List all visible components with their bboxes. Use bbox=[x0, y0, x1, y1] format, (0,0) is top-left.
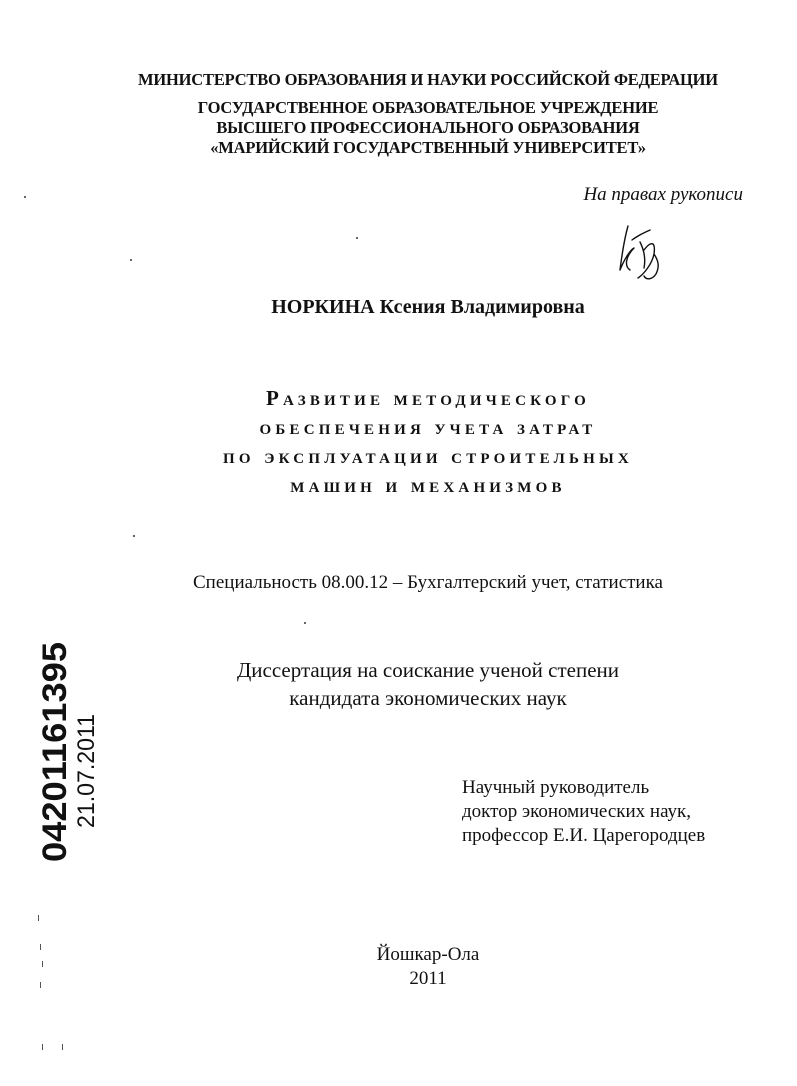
supervisor-line: Научный руководитель bbox=[462, 777, 650, 798]
scan-speck bbox=[42, 961, 43, 967]
ministry-heading: МИНИСТЕРСТВО ОБРАЗОВАНИЯ И НАУКИ РОССИЙСКОЙ ФЕДЕРАЦИИ bbox=[138, 70, 718, 89]
signature-image bbox=[610, 220, 670, 282]
stamp-date: 21.07.2011 bbox=[73, 709, 100, 828]
supervisor-line: доктор экономических наук, bbox=[462, 801, 692, 822]
stamp-number: 04201161395 bbox=[36, 655, 74, 862]
scan-speck bbox=[38, 915, 39, 921]
institution-line: «МАРИЙСКИЙ ГОСУДАРСТВЕННЫЙ УНИВЕРСИТЕТ» bbox=[210, 138, 646, 157]
scan-speck bbox=[40, 944, 41, 950]
specialty-line: Специальность 08.00.12 – Бухгалтерский учет, статистика bbox=[193, 572, 663, 593]
city-name: Йошкар-Ола bbox=[376, 944, 480, 965]
scan-speck bbox=[133, 535, 135, 537]
author-name: НОРКИНА Ксения Владимировна bbox=[271, 296, 585, 318]
manuscript-note: На правах рукописи bbox=[583, 184, 743, 205]
dissertation-title bbox=[0, 384, 797, 500]
degree-line: Диссертация на соискание ученой степени bbox=[236, 658, 620, 682]
title-line: машин и механизмов bbox=[290, 473, 566, 497]
scan-speck bbox=[62, 1044, 63, 1050]
degree-statement bbox=[0, 656, 797, 712]
scan-speck bbox=[304, 622, 306, 624]
footer-block bbox=[0, 943, 797, 991]
scan-speck bbox=[130, 259, 132, 261]
year: 2011 bbox=[409, 968, 447, 989]
library-stamp bbox=[30, 640, 100, 865]
scan-speck bbox=[24, 196, 26, 198]
title-line: обеспечения учета затрат bbox=[259, 415, 597, 439]
supervisor-block bbox=[462, 776, 705, 848]
scan-speck bbox=[40, 982, 41, 988]
institution-line: ВЫСШЕГО ПРОФЕССИОНАЛЬНОГО ОБРАЗОВАНИЯ bbox=[216, 118, 640, 137]
institution-line: ГОСУДАРСТВЕННОЕ ОБРАЗОВАТЕЛЬНОЕ УЧРЕЖДЕНИЕ bbox=[197, 98, 659, 117]
title-line: Развитие методического bbox=[266, 386, 590, 410]
supervisor-line: профессор Е.И. Царегородцев bbox=[462, 825, 706, 846]
scan-speck bbox=[42, 1044, 43, 1050]
institution-heading bbox=[0, 98, 797, 158]
title-line: по эксплуатации строительных bbox=[223, 444, 633, 468]
degree-line: кандидата экономических наук bbox=[289, 686, 567, 710]
scan-speck bbox=[356, 237, 358, 239]
